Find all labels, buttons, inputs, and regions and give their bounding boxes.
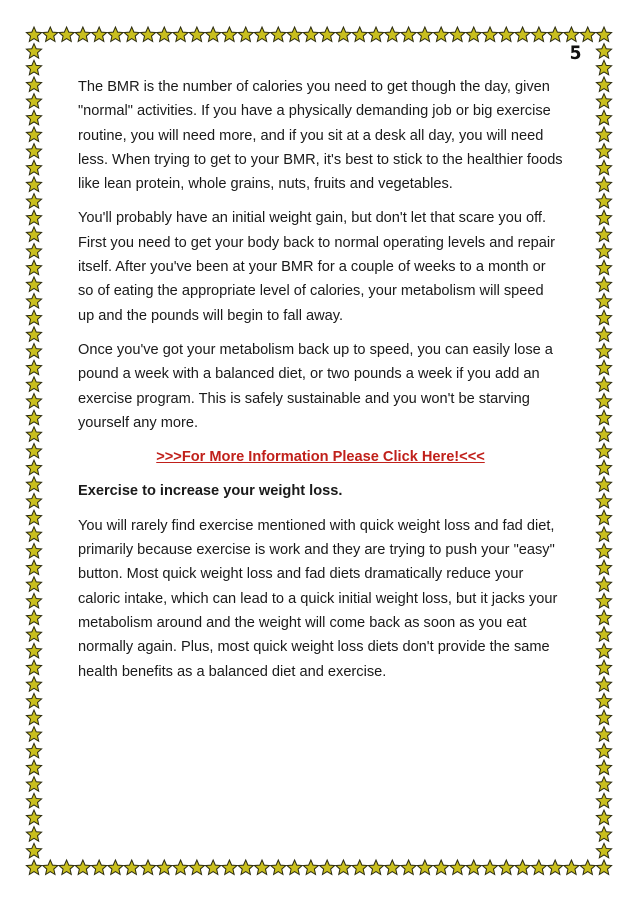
- star-icon: [596, 27, 611, 42]
- star-icon: [531, 27, 546, 42]
- star-icon: [26, 377, 41, 392]
- star-icon: [75, 860, 90, 875]
- star-icon: [596, 60, 611, 75]
- star-icon: [596, 693, 611, 708]
- star-icon: [26, 493, 41, 508]
- star-icon: [26, 394, 41, 409]
- star-icon: [303, 860, 318, 875]
- star-icon: [26, 660, 41, 675]
- section-heading: Exercise to increase your weight loss.: [78, 483, 343, 500]
- star-icon: [548, 860, 563, 875]
- star-icon: [26, 177, 41, 192]
- star-icon: [596, 810, 611, 825]
- star-icon: [564, 860, 579, 875]
- star-icon: [515, 27, 530, 42]
- star-icon: [596, 727, 611, 742]
- star-icon: [173, 860, 188, 875]
- star-icon: [596, 260, 611, 275]
- star-icon: [59, 860, 74, 875]
- star-icon: [26, 310, 41, 325]
- star-icon: [189, 860, 204, 875]
- star-icon: [596, 427, 611, 442]
- star-icon: [466, 27, 481, 42]
- star-icon: [26, 60, 41, 75]
- star-icon: [596, 710, 611, 725]
- star-icon: [271, 860, 286, 875]
- star-icon: [26, 643, 41, 658]
- star-icon: [466, 860, 481, 875]
- star-icon: [108, 27, 123, 42]
- star-icon: [140, 27, 155, 42]
- star-icon: [26, 627, 41, 642]
- star-icon: [352, 860, 367, 875]
- star-icon: [26, 743, 41, 758]
- star-icon: [26, 110, 41, 125]
- star-icon: [596, 560, 611, 575]
- star-icon: [596, 477, 611, 492]
- star-icon: [596, 860, 611, 875]
- star-icon: [26, 593, 41, 608]
- star-icon: [26, 344, 41, 359]
- star-icon: [26, 160, 41, 175]
- star-icon: [596, 827, 611, 842]
- star-icon: [596, 527, 611, 542]
- star-icon: [189, 27, 204, 42]
- star-icon: [450, 860, 465, 875]
- star-icon: [26, 810, 41, 825]
- star-icon: [596, 643, 611, 658]
- star-icon: [320, 27, 335, 42]
- star-icon: [596, 543, 611, 558]
- star-icon: [26, 710, 41, 725]
- star-icon: [596, 760, 611, 775]
- star-icon: [336, 860, 351, 875]
- star-icon: [206, 27, 221, 42]
- star-icon: [43, 27, 58, 42]
- star-icon: [596, 593, 611, 608]
- star-icon: [157, 860, 172, 875]
- star-icon: [26, 210, 41, 225]
- star-icon: [75, 27, 90, 42]
- star-icon: [26, 827, 41, 842]
- star-icon: [596, 244, 611, 259]
- star-icon: [254, 27, 269, 42]
- star-icon: [417, 860, 432, 875]
- star-icon: [26, 444, 41, 459]
- star-icon: [26, 860, 41, 875]
- star-icon: [596, 44, 611, 59]
- star-icon: [596, 227, 611, 242]
- star-icon: [26, 793, 41, 808]
- star-icon: [157, 27, 172, 42]
- star-icon: [26, 477, 41, 492]
- star-icon: [596, 160, 611, 175]
- star-icon: [482, 27, 497, 42]
- star-icon: [548, 27, 563, 42]
- star-icon: [450, 27, 465, 42]
- star-icon: [515, 860, 530, 875]
- star-icon: [26, 693, 41, 708]
- star-icon: [596, 743, 611, 758]
- star-icon: [531, 860, 546, 875]
- star-icon: [238, 860, 253, 875]
- star-icon: [206, 860, 221, 875]
- star-icon: [222, 860, 237, 875]
- star-icon: [596, 677, 611, 692]
- star-icon: [596, 77, 611, 92]
- star-icon: [596, 793, 611, 808]
- star-icon: [26, 244, 41, 259]
- star-icon: [173, 27, 188, 42]
- paragraph-exercise: You will rarely find exercise mentioned with quick weight loss and fad diet, primarily because exercise is work and they are trying to push your "easy" button. Most quick weight loss and fad diets dramatically reduce your caloric intake, which can lead to a quick initial weight loss, but it jacks your metabolism around and the weight will come back as soon as you eat normally again. Plus, most quick weight loss diets don't provide the same health benefits as a balanced diet and exercise.: [78, 517, 558, 680]
- star-icon: [596, 327, 611, 342]
- paragraph-bmr: The BMR is the number of calories you need to get though the day, given "normal" activities. If you have a physically demanding job or big exercise routine, you will need more, and if you sit at a desk all day, you will need less. When trying to get to your BMR, it's best to stick to the healthier foods like lean protein, whole grains, nuts, fruits and vegetables.: [78, 79, 563, 193]
- star-icon: [580, 27, 595, 42]
- star-icon: [26, 843, 41, 858]
- star-icon: [401, 860, 416, 875]
- star-icon: [596, 110, 611, 125]
- star-icon: [26, 510, 41, 525]
- star-icon: [254, 860, 269, 875]
- star-icon: [26, 260, 41, 275]
- star-icon: [26, 410, 41, 425]
- star-icon: [26, 677, 41, 692]
- star-icon: [401, 27, 416, 42]
- star-icon: [26, 77, 41, 92]
- star-icon: [43, 860, 58, 875]
- star-icon: [352, 27, 367, 42]
- star-icon: [596, 194, 611, 209]
- star-icon: [499, 860, 514, 875]
- star-icon: [26, 94, 41, 109]
- star-icon: [26, 460, 41, 475]
- star-icon: [596, 344, 611, 359]
- star-icon: [26, 760, 41, 775]
- star-icon: [26, 227, 41, 242]
- star-icon: [434, 27, 449, 42]
- star-icon: [417, 27, 432, 42]
- star-icon: [596, 94, 611, 109]
- star-icon: [59, 27, 74, 42]
- document-body: [78, 75, 563, 694]
- star-icon: [140, 860, 155, 875]
- star-icon: [564, 27, 579, 42]
- star-icon: [222, 27, 237, 42]
- star-icon: [26, 727, 41, 742]
- star-icon: [596, 627, 611, 642]
- star-icon: [596, 177, 611, 192]
- star-icon: [499, 27, 514, 42]
- star-icon: [596, 577, 611, 592]
- star-icon: [26, 777, 41, 792]
- star-icon: [596, 843, 611, 858]
- star-icon: [271, 27, 286, 42]
- star-icon: [26, 27, 41, 42]
- more-info-link[interactable]: >>>For More Information Please Click Here!<<<: [156, 449, 485, 466]
- star-icon: [368, 27, 383, 42]
- star-icon: [124, 27, 139, 42]
- star-icon: [108, 860, 123, 875]
- star-icon: [26, 44, 41, 59]
- star-icon: [26, 127, 41, 142]
- star-icon: [596, 394, 611, 409]
- star-icon: [303, 27, 318, 42]
- star-icon: [26, 543, 41, 558]
- star-icon: [320, 860, 335, 875]
- star-icon: [92, 27, 107, 42]
- star-icon: [336, 27, 351, 42]
- star-icon: [26, 144, 41, 159]
- star-icon: [482, 860, 497, 875]
- star-icon: [596, 460, 611, 475]
- paragraph-weight-gain: You'll probably have an initial weight gain, but don't let that scare you off. First you need to get your body back to normal operating levels and repair itself. After you've been at your BMR for a couple of weeks to a month or so of eating the appropriate level of calories, your metabolism will speed up and the pounds will begin to fall away.: [78, 210, 555, 324]
- star-icon: [596, 210, 611, 225]
- star-icon: [596, 493, 611, 508]
- star-icon: [26, 294, 41, 309]
- star-icon: [26, 527, 41, 542]
- star-icon: [596, 410, 611, 425]
- star-icon: [26, 327, 41, 342]
- star-icon: [596, 310, 611, 325]
- more-info-link-line: [78, 445, 563, 469]
- star-icon: [596, 510, 611, 525]
- star-icon: [596, 377, 611, 392]
- star-icon: [287, 27, 302, 42]
- star-icon: [580, 860, 595, 875]
- star-icon: [26, 610, 41, 625]
- star-icon: [596, 777, 611, 792]
- star-icon: [238, 27, 253, 42]
- star-icon: [385, 860, 400, 875]
- star-icon: [26, 360, 41, 375]
- star-icon: [596, 360, 611, 375]
- page-number: 5: [569, 42, 582, 64]
- star-icon: [26, 427, 41, 442]
- star-icon: [26, 560, 41, 575]
- star-icon: [368, 860, 383, 875]
- star-icon: [26, 194, 41, 209]
- star-icon: [596, 444, 611, 459]
- paragraph-metabolism: Once you've got your metabolism back up to speed, you can easily lose a pound a week with a balanced diet, or two pounds a week if you add an exercise program. This is safely sustainable and you won't be starving yourself any more.: [78, 341, 553, 431]
- star-icon: [596, 610, 611, 625]
- star-icon: [26, 277, 41, 292]
- star-icon: [596, 277, 611, 292]
- star-icon: [596, 144, 611, 159]
- star-icon: [26, 577, 41, 592]
- star-icon: [596, 127, 611, 142]
- star-icon: [385, 27, 400, 42]
- star-icon: [92, 860, 107, 875]
- star-icon: [596, 294, 611, 309]
- star-icon: [434, 860, 449, 875]
- star-icon: [124, 860, 139, 875]
- star-icon: [287, 860, 302, 875]
- star-icon: [596, 660, 611, 675]
